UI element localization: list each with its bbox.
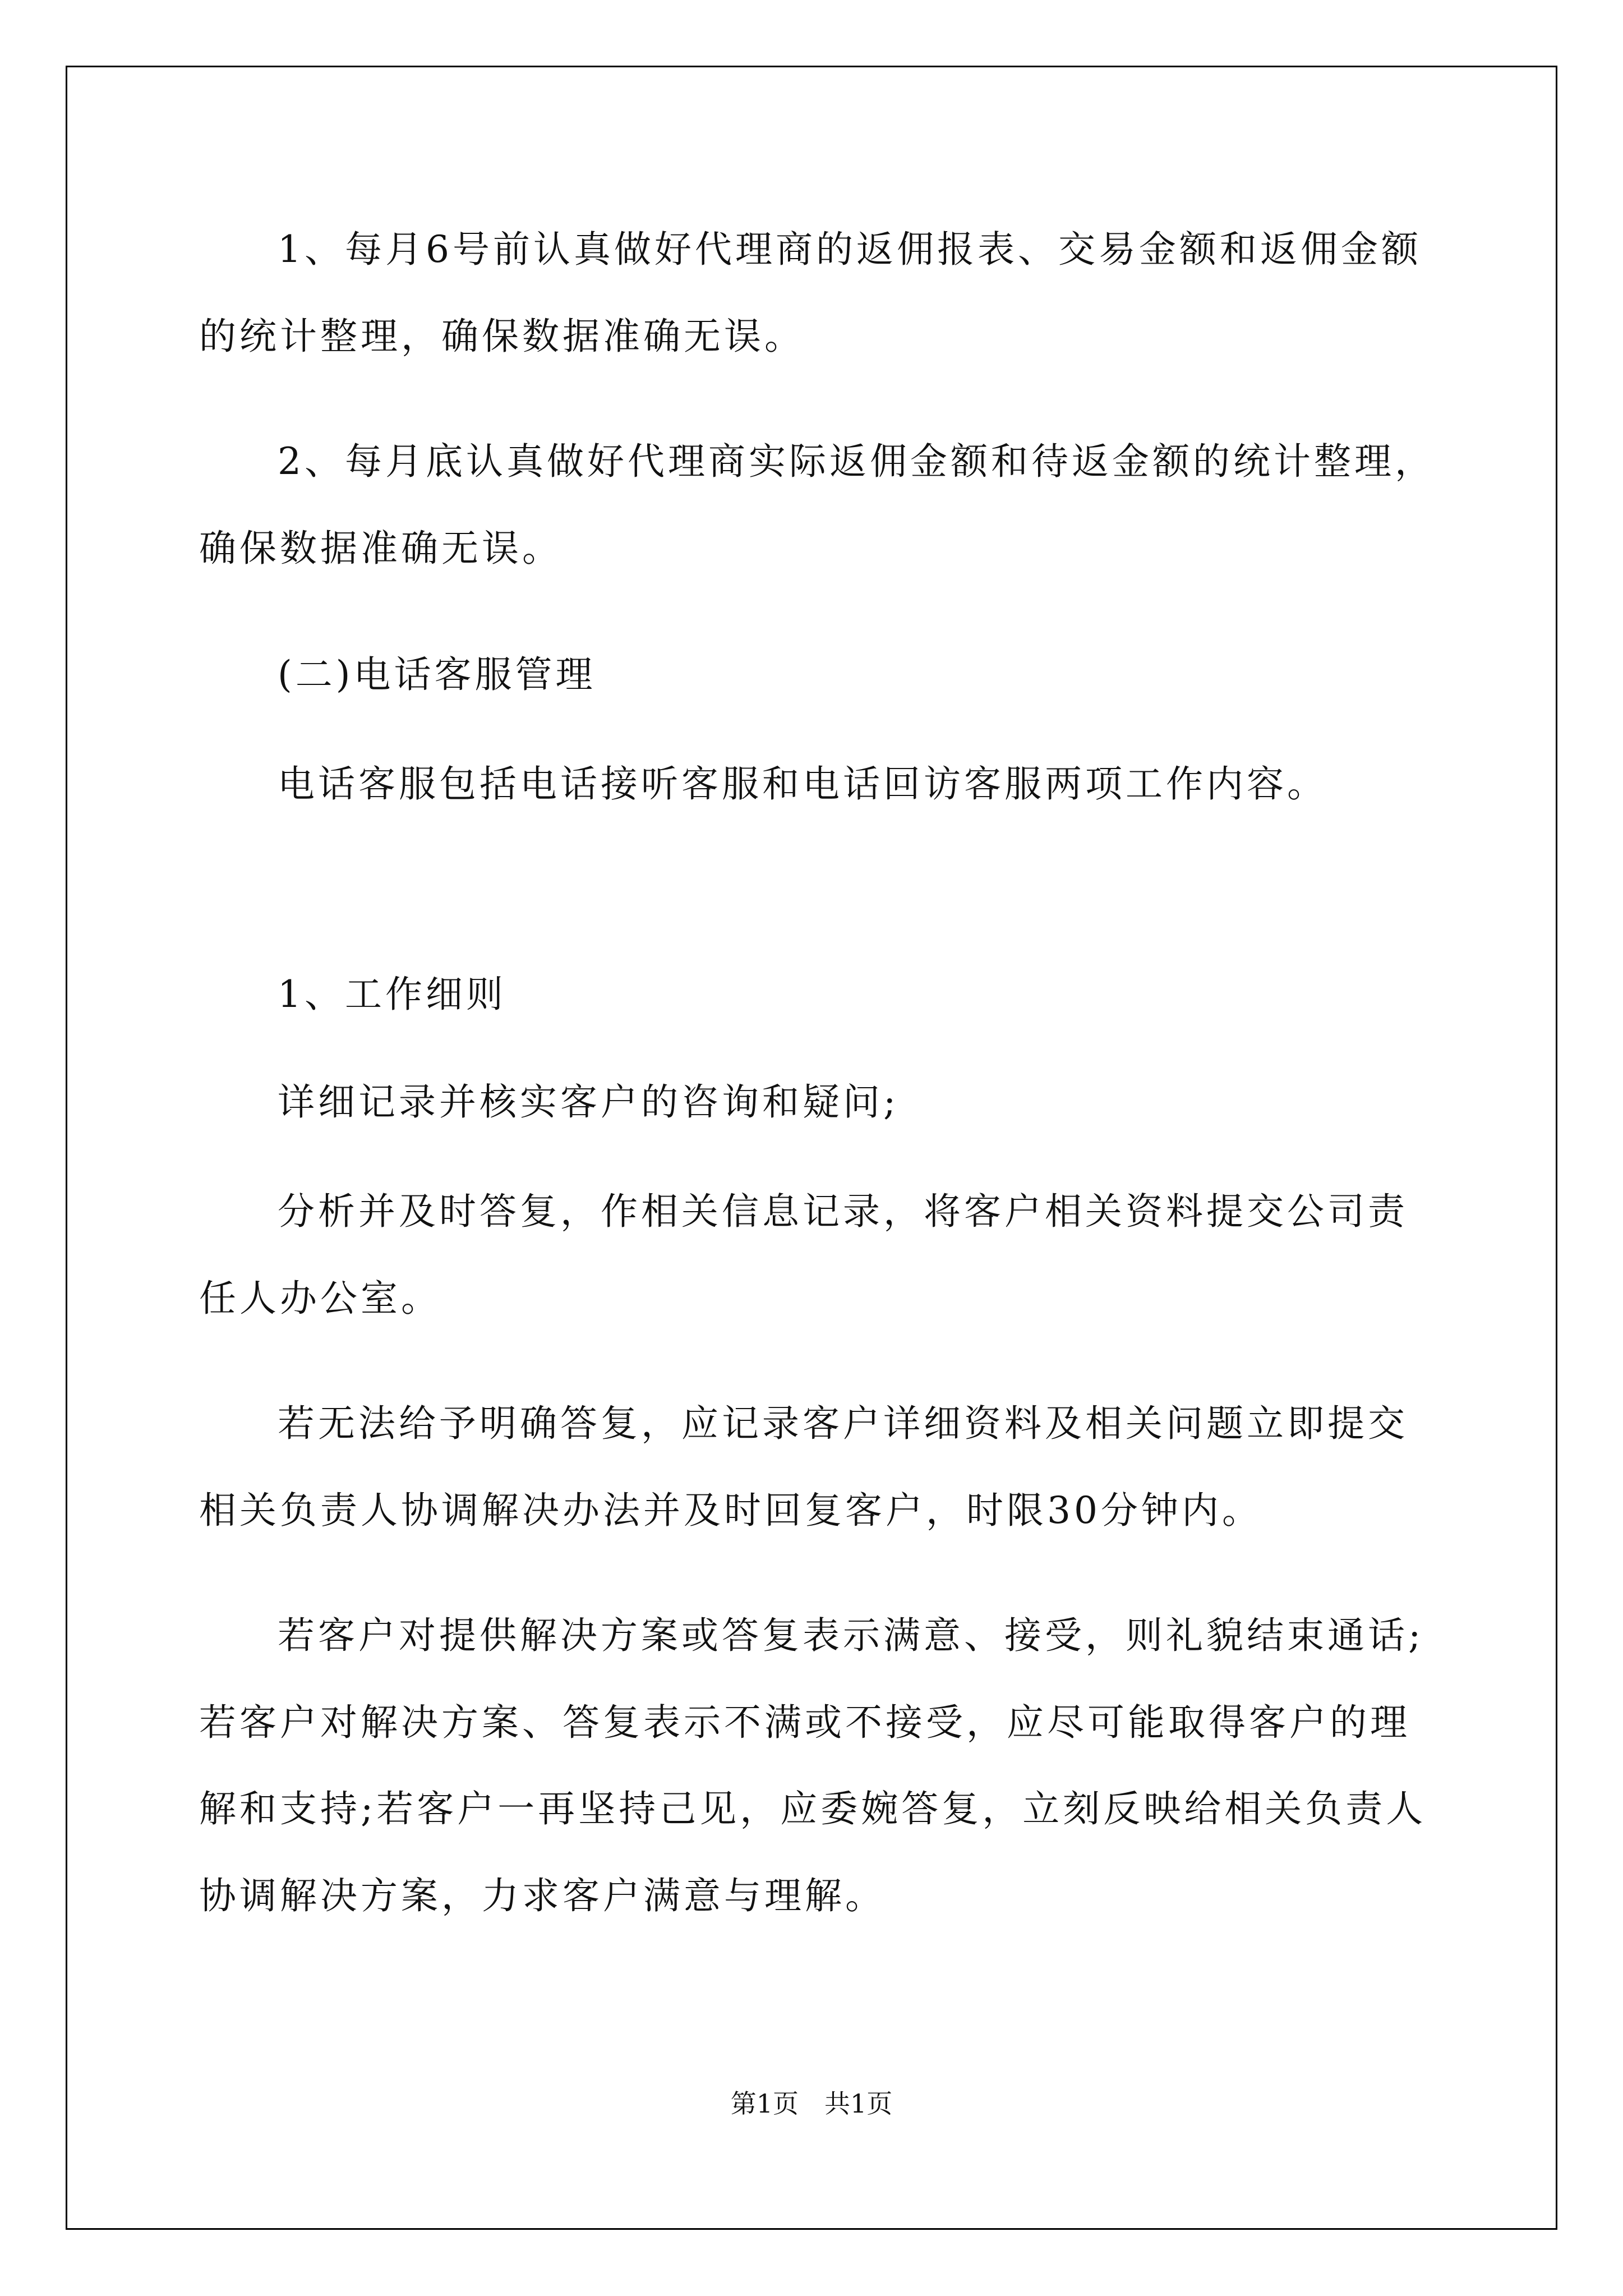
paragraph-line: 若客户对解决方案、答复表示不满或不接受，应尽可能取得客户的理 bbox=[199, 1701, 1410, 1744]
paragraph-line: 解和支持;若客户一再坚持己见，应委婉答复，立刻反映给相关负责人 bbox=[199, 1787, 1427, 1830]
paragraph-line: 分析并及时答复，作相关信息记录，将客户相关资料提交公司责 bbox=[278, 1190, 1408, 1233]
paragraph-line: 的统计整理，确保数据准确无误。 bbox=[199, 315, 805, 358]
page-footer: 第1页 共1页 bbox=[730, 2088, 893, 2119]
paragraph-line: 1、每月6号前认真做好代理商的返佣报表、交易金额和返佣金额 bbox=[278, 228, 1422, 271]
subsection-heading: 1、工作细则 bbox=[278, 973, 506, 1016]
paragraph-line: 相关负责人协调解决办法并及时回复客户，时限30分钟内。 bbox=[199, 1489, 1262, 1532]
paragraph-line: 任人办公室。 bbox=[199, 1277, 441, 1320]
paragraph-line: 电话客服包括电话接听客服和电话回访客服两项工作内容。 bbox=[278, 762, 1327, 806]
paragraph-line: 协调解决方案，力求客户满意与理解。 bbox=[199, 1874, 886, 1917]
paragraph-line: 若无法给予明确答复，应记录客户详细资料及相关问题立即提交 bbox=[278, 1402, 1408, 1445]
paragraph-line: 若客户对提供解决方案或答复表示满意、接受，则礼貌结束通话; bbox=[278, 1614, 1424, 1657]
section-heading: (二)电话客服管理 bbox=[278, 653, 596, 696]
paragraph-line: 确保数据准确无误。 bbox=[199, 527, 562, 570]
paragraph-line: 2、每月底认真做好代理商实际返佣金额和待返金额的统计整理， bbox=[278, 440, 1435, 483]
paragraph-line: 详细记录并核实客户的咨询和疑问; bbox=[278, 1080, 900, 1124]
